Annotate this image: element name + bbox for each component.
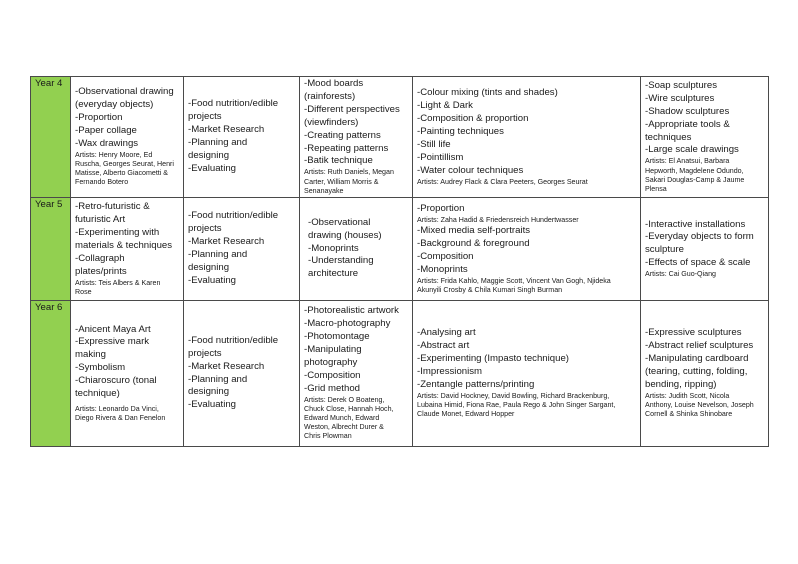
artists-line: Artists: Judith Scott, Nicola [645,391,730,400]
topic-line: projects [188,223,222,235]
artists-line: Hepworth, Magdelene Odundo, [645,166,744,175]
topic-line: -Food nutrition/edible [188,334,279,346]
topic-line: photography [304,356,358,368]
topic-line: -Painting techniques [417,125,504,137]
cell-col2 [184,198,300,301]
artists-line: Chuck Close, Hannah Hoch, [304,404,394,413]
cell-col5 [641,301,769,447]
artists-line: Artists: Frida Kahlo, Maggie Scott, Vincent Van Gogh, Njideka [417,276,611,285]
topic-line: -Planning and [188,373,248,385]
topic-line: -Retro-futuristic & [75,201,150,213]
topic-line: -Zentangle patterns/printing [417,379,535,391]
topic-line: -Paper collage [75,125,137,137]
artists-line: Carter, William Morris & [304,177,379,186]
cell-col1 [71,77,184,198]
artists-line: Claude Monet, Edward Hopper [417,410,515,419]
table-row [31,301,769,447]
topic-line: -Everyday objects to form [645,231,754,243]
topic-line: -Wire sculptures [645,92,715,104]
topic-line: -Mood boards [304,78,364,90]
topic-line: -Shadow sculptures [645,105,730,117]
topic-line: -Observational [308,216,371,228]
artists-line: Artists: Henry Moore, Ed [75,150,153,159]
topic-line: -Wax drawings [75,137,139,149]
topic-line: -Light & Dark [417,100,473,112]
topic-line: -Proportion [417,202,465,214]
topic-line: (rainforests) [304,90,356,102]
topic-line: -Experimenting with [75,226,160,238]
topic-line: -Composition [304,369,361,381]
topic-line: -Large scale drawings [645,144,739,156]
artists-line: Plensa [645,184,667,193]
topic-line: -Chiaroscuro (tonal [75,375,157,387]
topic-line: -Composition & proportion [417,113,529,125]
table-row [31,77,769,198]
topic-line: -Soap sculptures [645,79,717,91]
topic-line: -Evaluating [188,274,236,286]
topic-line: -Water colour techniques [417,164,524,176]
topic-line: -Abstract art [417,340,470,352]
artists-line: Lubaina Himid, Fiona Rae, Paula Rego & John Singer Sargant, [417,401,616,410]
artists-line: Diego Rivera & Dan Fenelon [75,414,166,423]
topic-line: -Anicent Maya Art [75,323,151,335]
artists-line: Rose [75,287,92,296]
topic-line: -Understanding [308,255,374,267]
artists-line: Artists: Derek O Boateng, [304,395,385,404]
topic-line: -Planning and [188,137,248,148]
topic-line: -Food nutrition/edible [188,210,279,222]
topic-line: -Market Research [188,360,265,372]
curriculum-table [30,76,769,447]
topic-line: -Food nutrition/edible [188,98,279,110]
topic-line: -Different perspectives [304,103,400,115]
topic-line: -Abstract relief sculptures [645,340,754,352]
year-label: Year 4 [31,77,71,198]
topic-line: designing [188,386,230,398]
topic-line: -Photorealistic artwork [304,305,399,317]
topic-line: -Creating patterns [304,129,381,141]
cell-col4 [413,198,641,301]
topic-line: techniques [645,131,692,143]
artists-line: Fernando Botero [75,178,129,187]
topic-line: -Manipulating [304,344,362,356]
topic-line: (viewfinders) [304,116,359,128]
topic-line: projects [188,347,222,359]
artists-line: Akunyili Crosby & Chila Kumari Singh Burman [417,285,563,294]
artists-line: Artists: Cai Guo-Qiang [645,270,716,279]
artists-line: Artists: Audrey Flack & Clara Peeters, Georges Seurat [417,177,588,186]
topic-line: -Observational drawing [75,86,174,98]
topic-line: -Analysing art [417,327,476,339]
cell-col5 [641,77,769,198]
artists-line: Artists: Teis Albers & Karen [75,278,161,287]
artists-line: Cornell & Shinka Shinobare [645,410,733,419]
topic-line: drawing (houses) [308,229,382,241]
topic-line: -Monoprints [308,242,359,254]
year-label: Year 6 [31,301,71,447]
cell-col3 [300,77,413,198]
topic-line: architecture [308,268,359,280]
topic-line: -Market Research [188,124,265,136]
cell-col1 [71,301,184,447]
artists-line: Artists: Leonardo Da Vinci, [75,405,159,414]
topic-line: -Background & foreground [417,237,530,249]
artists-line: Chris Plowman [304,432,352,441]
topic-line: -Still life [417,138,451,150]
topic-line: -Expressive sculptures [645,327,742,339]
topic-line: -Appropriate tools & [645,118,730,130]
artists-line: Anthony, Louise Nevelson, Joseph [645,401,754,410]
topic-line: -Batik technique [304,155,373,167]
topic-line: -Experimenting (Impasto technique) [417,353,569,365]
cell-col1 [71,198,184,301]
cell-col3 [300,198,413,301]
topic-line: materials & techniques [75,239,173,251]
artists-line: Matisse, Alberto Giacometti & [75,169,169,178]
artists-line: Ruscha, Georges Seurat, Henri [75,160,174,169]
topic-line: (everyday objects) [75,99,154,111]
topic-line: -Pointillism [417,151,464,163]
topic-line: -Grid method [304,382,360,394]
topic-line: -Interactive installations [645,218,746,230]
artists-line: Artists: David Hockney, David Bowling, Richard Brackenburg, [417,391,610,400]
artists-line: Weston, Albrecht Durer & [304,423,384,432]
topic-line: -Colour mixing (tints and shades) [417,87,558,99]
topic-line: -Expressive mark [75,336,150,348]
cell-col4 [413,301,641,447]
artists-line: Artists: El Anatsui, Barbara [645,157,730,166]
topic-line: technique) [75,388,120,400]
artists-line: Senanayake [304,186,344,195]
topic-line: (tearing, cutting, folding, [645,366,748,378]
cell-col2 [184,301,300,447]
topic-line: -Market Research [188,236,265,248]
topic-line: -Evaluating [188,162,236,174]
topic-line: -Mixed media self-portraits [417,225,531,237]
year-label: Year 5 [31,198,71,301]
topic-line: -Composition [417,250,474,262]
topic-line: -Evaluating [188,399,236,411]
topic-line: -Collagraph [75,252,125,264]
topic-line: -Repeating patterns [304,142,389,154]
cell-col5 [641,198,769,301]
topic-line: plates/prints [75,265,127,277]
cell-col3 [300,301,413,447]
topic-line: -Planning and [188,249,248,260]
artists-line: Sakari Douglas-Camp & Jaume [645,175,745,184]
topic-line: projects [188,111,222,123]
topic-line: -Monoprints [417,263,468,275]
artists-line: Edward Munch, Edward [304,414,380,423]
topic-line: futuristic Art [75,213,126,225]
topic-line: -Manipulating cardboard [645,353,749,365]
topic-line: designing [188,149,230,161]
topic-line: making [75,349,106,361]
artists-line: Artists: Zaha Hadid & Friedensreich Hundertwasser [417,215,579,224]
cell-col2 [184,77,300,198]
cell-col4 [413,77,641,198]
topic-line: bending, ripping) [645,379,717,391]
artists-line: Artists: Ruth Daniels, Megan [304,168,394,177]
topic-line: -Effects of space & scale [645,257,751,269]
topic-line: -Symbolism [75,362,126,374]
topic-line: -Photomontage [304,331,370,343]
topic-line: -Impressionism [417,366,483,378]
topic-line: -Proportion [75,112,123,124]
topic-line: -Macro-photography [304,318,391,330]
topic-line: designing [188,261,230,273]
table-row [31,198,769,301]
topic-line: sculpture [645,244,684,256]
